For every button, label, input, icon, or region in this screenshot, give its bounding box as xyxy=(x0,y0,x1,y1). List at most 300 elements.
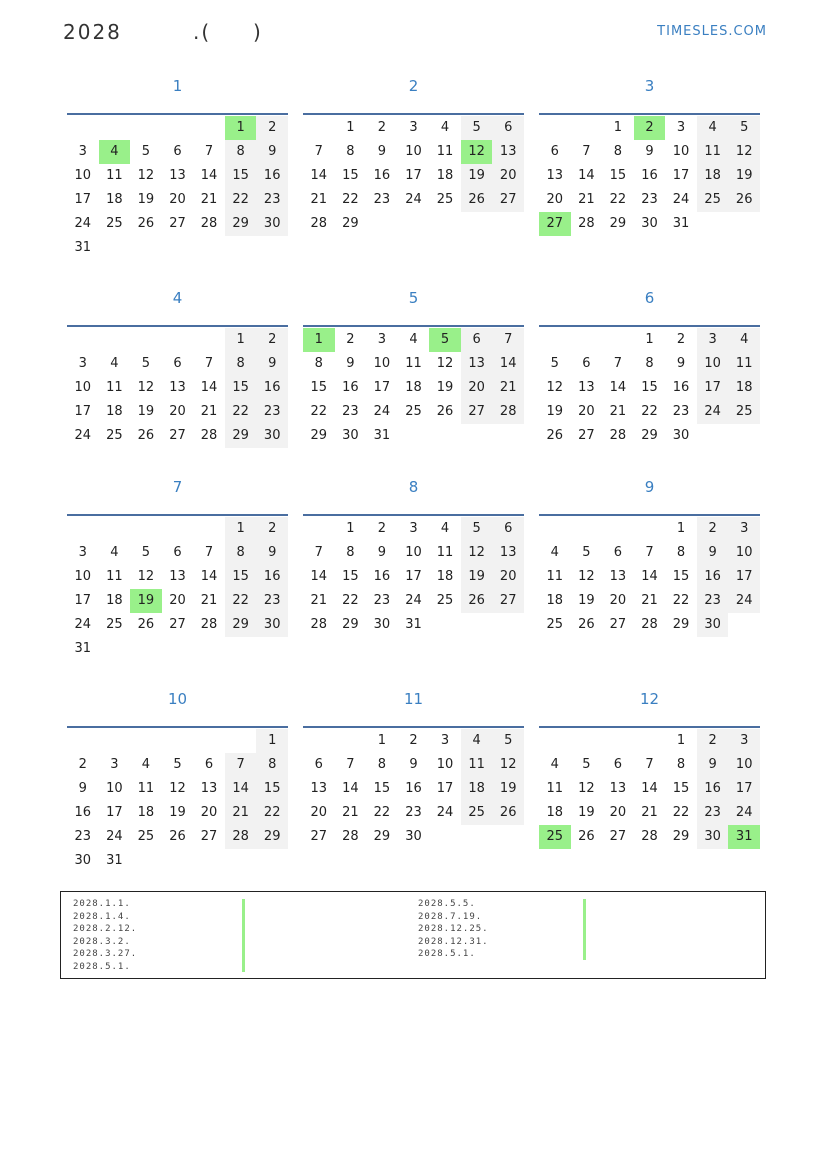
day-cell[interactable]: 29 xyxy=(609,216,627,231)
day-cell[interactable]: 18 xyxy=(405,380,422,395)
day-cell[interactable]: 3 xyxy=(676,120,686,135)
day-cell[interactable]: 1 xyxy=(346,120,355,135)
day-cell[interactable]: 28 xyxy=(225,825,257,849)
day-cell[interactable]: 19 xyxy=(461,565,493,589)
day-cell[interactable]: 1 xyxy=(676,521,686,536)
day-cell[interactable]: 24 xyxy=(405,593,422,608)
day-cell[interactable]: 13 xyxy=(492,541,524,565)
day-cell[interactable]: 18 xyxy=(728,376,760,400)
day-cell[interactable]: 5 xyxy=(582,545,591,560)
day-cell[interactable]: 4 xyxy=(440,521,450,536)
holiday-day-cell[interactable]: 5 xyxy=(429,328,461,352)
day-cell[interactable]: 13 xyxy=(492,140,524,164)
holiday-day-cell[interactable]: 27 xyxy=(539,212,571,236)
day-cell[interactable]: 1 xyxy=(676,733,686,748)
day-cell[interactable]: 20 xyxy=(461,376,493,400)
day-cell[interactable]: 8 xyxy=(256,753,288,777)
day-cell[interactable]: 21 xyxy=(310,593,328,608)
day-cell[interactable]: 5 xyxy=(461,116,493,140)
day-cell[interactable]: 9 xyxy=(409,757,418,772)
holiday-day-cell[interactable]: 1 xyxy=(303,328,335,352)
day-cell[interactable]: 23 xyxy=(373,593,391,608)
day-cell[interactable]: 9 xyxy=(676,356,686,371)
day-cell[interactable]: 7 xyxy=(645,757,654,772)
day-cell[interactable]: 22 xyxy=(256,801,288,825)
day-cell[interactable]: 18 xyxy=(546,593,564,608)
day-cell[interactable]: 22 xyxy=(225,589,257,613)
day-cell[interactable]: 5 xyxy=(141,144,151,159)
day-cell[interactable]: 6 xyxy=(613,545,623,560)
day-cell[interactable]: 8 xyxy=(613,144,623,159)
day-cell[interactable]: 29 xyxy=(342,216,359,231)
day-cell[interactable]: 18 xyxy=(106,192,123,207)
day-cell[interactable]: 29 xyxy=(672,829,690,844)
day-cell[interactable]: 13 xyxy=(169,168,186,183)
day-cell[interactable]: 2 xyxy=(346,332,355,347)
day-cell[interactable]: 16 xyxy=(256,164,288,188)
day-cell[interactable]: 3 xyxy=(728,729,760,753)
day-cell[interactable]: 20 xyxy=(492,565,524,589)
day-cell[interactable]: 17 xyxy=(405,569,422,584)
day-cell[interactable]: 12 xyxy=(436,356,454,371)
day-cell[interactable]: 7 xyxy=(204,144,214,159)
day-cell[interactable]: 22 xyxy=(609,192,627,207)
day-cell[interactable]: 18 xyxy=(137,805,155,820)
day-cell[interactable]: 29 xyxy=(672,617,690,632)
day-cell[interactable]: 19 xyxy=(728,164,760,188)
day-cell[interactable]: 2 xyxy=(697,729,729,753)
day-cell[interactable]: 10 xyxy=(697,352,729,376)
day-cell[interactable]: 13 xyxy=(546,168,564,183)
day-cell[interactable]: 3 xyxy=(409,521,418,536)
day-cell[interactable]: 11 xyxy=(137,781,155,796)
day-cell[interactable]: 6 xyxy=(550,144,559,159)
day-cell[interactable]: 1 xyxy=(225,517,257,541)
day-cell[interactable]: 29 xyxy=(225,212,257,236)
day-cell[interactable]: 25 xyxy=(405,404,422,419)
day-cell[interactable]: 16 xyxy=(641,168,658,183)
day-cell[interactable]: 15 xyxy=(310,380,328,395)
day-cell[interactable]: 30 xyxy=(74,853,92,868)
day-cell[interactable]: 17 xyxy=(106,805,123,820)
day-cell[interactable]: 14 xyxy=(578,168,595,183)
day-cell[interactable]: 14 xyxy=(310,569,328,584)
day-cell[interactable]: 5 xyxy=(550,356,559,371)
day-cell[interactable]: 17 xyxy=(697,376,729,400)
day-cell[interactable]: 24 xyxy=(728,801,760,825)
day-cell[interactable]: 27 xyxy=(310,829,328,844)
day-cell[interactable]: 10 xyxy=(728,541,760,565)
day-cell[interactable]: 30 xyxy=(342,428,359,443)
day-cell[interactable]: 2 xyxy=(377,120,387,135)
day-cell[interactable]: 17 xyxy=(436,781,454,796)
day-cell[interactable]: 20 xyxy=(169,404,186,419)
day-cell[interactable]: 24 xyxy=(106,829,123,844)
day-cell[interactable]: 29 xyxy=(373,829,391,844)
day-cell[interactable]: 15 xyxy=(609,168,627,183)
day-cell[interactable]: 3 xyxy=(409,120,418,135)
day-cell[interactable]: 22 xyxy=(342,192,359,207)
day-cell[interactable]: 22 xyxy=(373,805,391,820)
day-cell[interactable]: 6 xyxy=(582,356,591,371)
day-cell[interactable]: 3 xyxy=(110,757,119,772)
day-cell[interactable]: 19 xyxy=(436,380,454,395)
day-cell[interactable]: 7 xyxy=(204,356,214,371)
day-cell[interactable]: 11 xyxy=(546,781,564,796)
day-cell[interactable]: 24 xyxy=(672,192,690,207)
day-cell[interactable]: 12 xyxy=(492,753,524,777)
day-cell[interactable]: 16 xyxy=(697,777,729,801)
day-cell[interactable]: 23 xyxy=(672,404,690,419)
day-cell[interactable]: 30 xyxy=(256,212,288,236)
day-cell[interactable]: 19 xyxy=(137,192,155,207)
day-cell[interactable]: 27 xyxy=(169,216,186,231)
day-cell[interactable]: 15 xyxy=(373,781,391,796)
day-cell[interactable]: 4 xyxy=(110,545,119,560)
day-cell[interactable]: 29 xyxy=(641,428,658,443)
day-cell[interactable]: 10 xyxy=(74,168,92,183)
day-cell[interactable]: 10 xyxy=(405,144,422,159)
day-cell[interactable]: 27 xyxy=(492,589,524,613)
day-cell[interactable]: 3 xyxy=(697,328,729,352)
day-cell[interactable]: 22 xyxy=(310,404,328,419)
day-cell[interactable]: 24 xyxy=(405,192,422,207)
day-cell[interactable]: 31 xyxy=(405,617,422,632)
day-cell[interactable]: 31 xyxy=(672,216,690,231)
day-cell[interactable]: 10 xyxy=(74,569,92,584)
day-cell[interactable]: 21 xyxy=(342,805,359,820)
day-cell[interactable]: 22 xyxy=(225,188,257,212)
day-cell[interactable]: 16 xyxy=(373,569,391,584)
day-cell[interactable]: 20 xyxy=(609,805,627,820)
day-cell[interactable]: 30 xyxy=(256,613,288,637)
day-cell[interactable]: 27 xyxy=(609,617,627,632)
day-cell[interactable]: 15 xyxy=(225,565,257,589)
day-cell[interactable]: 2 xyxy=(256,328,288,352)
day-cell[interactable]: 22 xyxy=(672,593,690,608)
day-cell[interactable]: 11 xyxy=(546,569,564,584)
day-cell[interactable]: 1 xyxy=(645,332,654,347)
day-cell[interactable]: 9 xyxy=(697,541,729,565)
day-cell[interactable]: 14 xyxy=(310,168,328,183)
day-cell[interactable]: 16 xyxy=(342,380,359,395)
day-cell[interactable]: 25 xyxy=(106,428,123,443)
day-cell[interactable]: 24 xyxy=(74,617,92,632)
day-cell[interactable]: 26 xyxy=(169,829,186,844)
day-cell[interactable]: 4 xyxy=(550,757,559,772)
day-cell[interactable]: 9 xyxy=(346,356,355,371)
day-cell[interactable]: 5 xyxy=(141,545,151,560)
day-cell[interactable]: 26 xyxy=(461,188,493,212)
day-cell[interactable]: 7 xyxy=(314,545,323,560)
day-cell[interactable]: 31 xyxy=(74,641,92,656)
day-cell[interactable]: 21 xyxy=(492,376,524,400)
day-cell[interactable]: 3 xyxy=(440,733,450,748)
day-cell[interactable]: 5 xyxy=(173,757,182,772)
day-cell[interactable]: 6 xyxy=(461,328,493,352)
day-cell[interactable]: 28 xyxy=(310,216,328,231)
day-cell[interactable]: 15 xyxy=(342,168,359,183)
day-cell[interactable]: 17 xyxy=(728,777,760,801)
day-cell[interactable]: 11 xyxy=(461,753,493,777)
day-cell[interactable]: 24 xyxy=(74,216,92,231)
day-cell[interactable]: 6 xyxy=(613,757,623,772)
day-cell[interactable]: 14 xyxy=(492,352,524,376)
day-cell[interactable]: 28 xyxy=(200,617,218,632)
day-cell[interactable]: 21 xyxy=(578,192,595,207)
day-cell[interactable]: 23 xyxy=(74,829,92,844)
day-cell[interactable]: 26 xyxy=(578,617,595,632)
day-cell[interactable]: 16 xyxy=(373,168,391,183)
day-cell[interactable]: 13 xyxy=(200,781,218,796)
day-cell[interactable]: 11 xyxy=(405,356,422,371)
day-cell[interactable]: 11 xyxy=(106,168,123,183)
holiday-day-cell[interactable]: 4 xyxy=(99,140,131,164)
day-cell[interactable]: 30 xyxy=(256,424,288,448)
day-cell[interactable]: 13 xyxy=(169,380,186,395)
day-cell[interactable]: 5 xyxy=(728,116,760,140)
day-cell[interactable]: 13 xyxy=(310,781,328,796)
day-cell[interactable]: 23 xyxy=(342,404,359,419)
day-cell[interactable]: 4 xyxy=(409,332,418,347)
day-cell[interactable]: 19 xyxy=(137,404,155,419)
day-cell[interactable]: 26 xyxy=(137,617,155,632)
day-cell[interactable]: 21 xyxy=(200,593,218,608)
day-cell[interactable]: 11 xyxy=(436,144,454,159)
day-cell[interactable]: 7 xyxy=(346,757,355,772)
day-cell[interactable]: 24 xyxy=(697,400,729,424)
day-cell[interactable]: 8 xyxy=(346,144,355,159)
day-cell[interactable]: 21 xyxy=(641,805,658,820)
day-cell[interactable]: 12 xyxy=(578,781,595,796)
day-cell[interactable]: 27 xyxy=(169,428,186,443)
day-cell[interactable]: 30 xyxy=(672,428,690,443)
day-cell[interactable]: 9 xyxy=(256,352,288,376)
day-cell[interactable]: 27 xyxy=(461,400,493,424)
day-cell[interactable]: 21 xyxy=(225,801,257,825)
day-cell[interactable]: 20 xyxy=(169,593,186,608)
holiday-day-cell[interactable]: 1 xyxy=(225,116,257,140)
day-cell[interactable]: 25 xyxy=(106,216,123,231)
day-cell[interactable]: 17 xyxy=(74,192,92,207)
day-cell[interactable]: 28 xyxy=(578,216,595,231)
day-cell[interactable]: 15 xyxy=(342,569,359,584)
day-cell[interactable]: 22 xyxy=(672,805,690,820)
day-cell[interactable]: 10 xyxy=(74,380,92,395)
day-cell[interactable]: 9 xyxy=(645,144,654,159)
day-cell[interactable]: 14 xyxy=(641,569,658,584)
day-cell[interactable]: 20 xyxy=(169,192,186,207)
day-cell[interactable]: 24 xyxy=(373,404,391,419)
day-cell[interactable]: 25 xyxy=(461,801,493,825)
day-cell[interactable]: 7 xyxy=(225,753,257,777)
day-cell[interactable]: 15 xyxy=(225,376,257,400)
day-cell[interactable]: 26 xyxy=(578,829,595,844)
day-cell[interactable]: 10 xyxy=(106,781,123,796)
day-cell[interactable]: 6 xyxy=(173,545,182,560)
day-cell[interactable]: 27 xyxy=(492,188,524,212)
day-cell[interactable]: 8 xyxy=(346,545,355,560)
day-cell[interactable]: 13 xyxy=(169,569,186,584)
day-cell[interactable]: 5 xyxy=(492,729,524,753)
day-cell[interactable]: 12 xyxy=(546,380,564,395)
day-cell[interactable]: 8 xyxy=(225,541,257,565)
day-cell[interactable]: 21 xyxy=(310,192,328,207)
day-cell[interactable]: 20 xyxy=(310,805,328,820)
day-cell[interactable]: 9 xyxy=(256,140,288,164)
day-cell[interactable]: 8 xyxy=(645,356,654,371)
day-cell[interactable]: 10 xyxy=(373,356,391,371)
day-cell[interactable]: 23 xyxy=(697,801,729,825)
day-cell[interactable]: 23 xyxy=(256,188,288,212)
holiday-day-cell[interactable]: 2 xyxy=(634,116,666,140)
day-cell[interactable]: 25 xyxy=(697,188,729,212)
holiday-day-cell[interactable]: 19 xyxy=(130,589,162,613)
day-cell[interactable]: 13 xyxy=(609,781,627,796)
day-cell[interactable]: 9 xyxy=(697,753,729,777)
day-cell[interactable]: 15 xyxy=(225,164,257,188)
day-cell[interactable]: 17 xyxy=(373,380,391,395)
day-cell[interactable]: 17 xyxy=(728,565,760,589)
day-cell[interactable]: 18 xyxy=(546,805,564,820)
day-cell[interactable]: 2 xyxy=(409,733,418,748)
day-cell[interactable]: 29 xyxy=(256,825,288,849)
day-cell[interactable]: 26 xyxy=(137,428,155,443)
day-cell[interactable]: 7 xyxy=(582,144,591,159)
day-cell[interactable]: 1 xyxy=(377,733,387,748)
day-cell[interactable]: 16 xyxy=(697,565,729,589)
day-cell[interactable]: 24 xyxy=(74,428,92,443)
day-cell[interactable]: 13 xyxy=(461,352,493,376)
day-cell[interactable]: 8 xyxy=(314,356,323,371)
day-cell[interactable]: 25 xyxy=(728,400,760,424)
day-cell[interactable]: 18 xyxy=(436,168,454,183)
day-cell[interactable]: 4 xyxy=(728,328,760,352)
day-cell[interactable]: 10 xyxy=(672,144,690,159)
day-cell[interactable]: 25 xyxy=(436,192,454,207)
day-cell[interactable]: 10 xyxy=(405,545,422,560)
day-cell[interactable]: 13 xyxy=(609,569,627,584)
day-cell[interactable]: 4 xyxy=(550,545,559,560)
day-cell[interactable]: 28 xyxy=(492,400,524,424)
day-cell[interactable]: 11 xyxy=(728,352,760,376)
day-cell[interactable]: 2 xyxy=(697,517,729,541)
day-cell[interactable]: 28 xyxy=(200,428,218,443)
day-cell[interactable]: 31 xyxy=(74,240,92,255)
day-cell[interactable]: 8 xyxy=(225,140,257,164)
day-cell[interactable]: 3 xyxy=(377,332,387,347)
day-cell[interactable]: 10 xyxy=(436,757,454,772)
day-cell[interactable]: 28 xyxy=(200,216,218,231)
day-cell[interactable]: 7 xyxy=(492,328,524,352)
day-cell[interactable]: 11 xyxy=(697,140,729,164)
day-cell[interactable]: 30 xyxy=(405,829,422,844)
day-cell[interactable]: 17 xyxy=(405,168,422,183)
day-cell[interactable]: 29 xyxy=(310,428,328,443)
day-cell[interactable]: 13 xyxy=(578,380,595,395)
day-cell[interactable]: 23 xyxy=(405,805,422,820)
day-cell[interactable]: 28 xyxy=(342,829,359,844)
day-cell[interactable]: 14 xyxy=(200,569,218,584)
day-cell[interactable]: 21 xyxy=(200,192,218,207)
day-cell[interactable]: 4 xyxy=(110,356,119,371)
day-cell[interactable]: 20 xyxy=(492,164,524,188)
day-cell[interactable]: 30 xyxy=(373,617,391,632)
day-cell[interactable]: 18 xyxy=(106,404,123,419)
day-cell[interactable]: 6 xyxy=(492,116,524,140)
day-cell[interactable]: 6 xyxy=(314,757,323,772)
day-cell[interactable]: 26 xyxy=(461,589,493,613)
holiday-day-cell[interactable]: 12 xyxy=(461,140,493,164)
day-cell[interactable]: 18 xyxy=(461,777,493,801)
day-cell[interactable]: 27 xyxy=(200,829,218,844)
day-cell[interactable]: 9 xyxy=(256,541,288,565)
day-cell[interactable]: 16 xyxy=(405,781,422,796)
day-cell[interactable]: 12 xyxy=(169,781,186,796)
day-cell[interactable]: 16 xyxy=(256,565,288,589)
day-cell[interactable]: 27 xyxy=(169,617,186,632)
day-cell[interactable]: 9 xyxy=(377,545,387,560)
day-cell[interactable]: 28 xyxy=(641,617,658,632)
day-cell[interactable]: 16 xyxy=(672,380,690,395)
day-cell[interactable]: 25 xyxy=(137,829,155,844)
day-cell[interactable]: 28 xyxy=(310,617,328,632)
day-cell[interactable]: 17 xyxy=(672,168,690,183)
day-cell[interactable]: 4 xyxy=(440,120,450,135)
day-cell[interactable]: 11 xyxy=(436,545,454,560)
day-cell[interactable]: 12 xyxy=(728,140,760,164)
day-cell[interactable]: 12 xyxy=(137,569,155,584)
day-cell[interactable]: 12 xyxy=(578,569,595,584)
day-cell[interactable]: 17 xyxy=(74,404,92,419)
day-cell[interactable]: 25 xyxy=(436,593,454,608)
day-cell[interactable]: 29 xyxy=(225,613,257,637)
day-cell[interactable]: 14 xyxy=(200,380,218,395)
day-cell[interactable]: 29 xyxy=(342,617,359,632)
day-cell[interactable]: 30 xyxy=(697,613,729,637)
day-cell[interactable]: 30 xyxy=(697,825,729,849)
day-cell[interactable]: 7 xyxy=(314,144,323,159)
day-cell[interactable]: 4 xyxy=(141,757,151,772)
day-cell[interactable]: 8 xyxy=(225,352,257,376)
day-cell[interactable]: 8 xyxy=(377,757,387,772)
day-cell[interactable]: 24 xyxy=(728,589,760,613)
day-cell[interactable]: 22 xyxy=(342,593,359,608)
day-cell[interactable]: 26 xyxy=(492,801,524,825)
day-cell[interactable]: 15 xyxy=(256,777,288,801)
day-cell[interactable]: 3 xyxy=(78,545,87,560)
day-cell[interactable]: 26 xyxy=(546,428,564,443)
day-cell[interactable]: 31 xyxy=(373,428,391,443)
day-cell[interactable]: 1 xyxy=(225,328,257,352)
day-cell[interactable]: 12 xyxy=(461,541,493,565)
day-cell[interactable]: 19 xyxy=(546,404,564,419)
day-cell[interactable]: 20 xyxy=(546,192,564,207)
day-cell[interactable]: 23 xyxy=(256,400,288,424)
day-cell[interactable]: 16 xyxy=(74,805,92,820)
day-cell[interactable]: 25 xyxy=(106,617,123,632)
day-cell[interactable]: 16 xyxy=(256,376,288,400)
day-cell[interactable]: 1 xyxy=(256,729,288,753)
day-cell[interactable]: 11 xyxy=(106,569,123,584)
day-cell[interactable]: 6 xyxy=(173,356,182,371)
day-cell[interactable]: 12 xyxy=(137,380,155,395)
day-cell[interactable]: 19 xyxy=(578,593,595,608)
day-cell[interactable]: 2 xyxy=(377,521,387,536)
day-cell[interactable]: 18 xyxy=(106,593,123,608)
day-cell[interactable]: 31 xyxy=(106,853,123,868)
day-cell[interactable]: 14 xyxy=(225,777,257,801)
